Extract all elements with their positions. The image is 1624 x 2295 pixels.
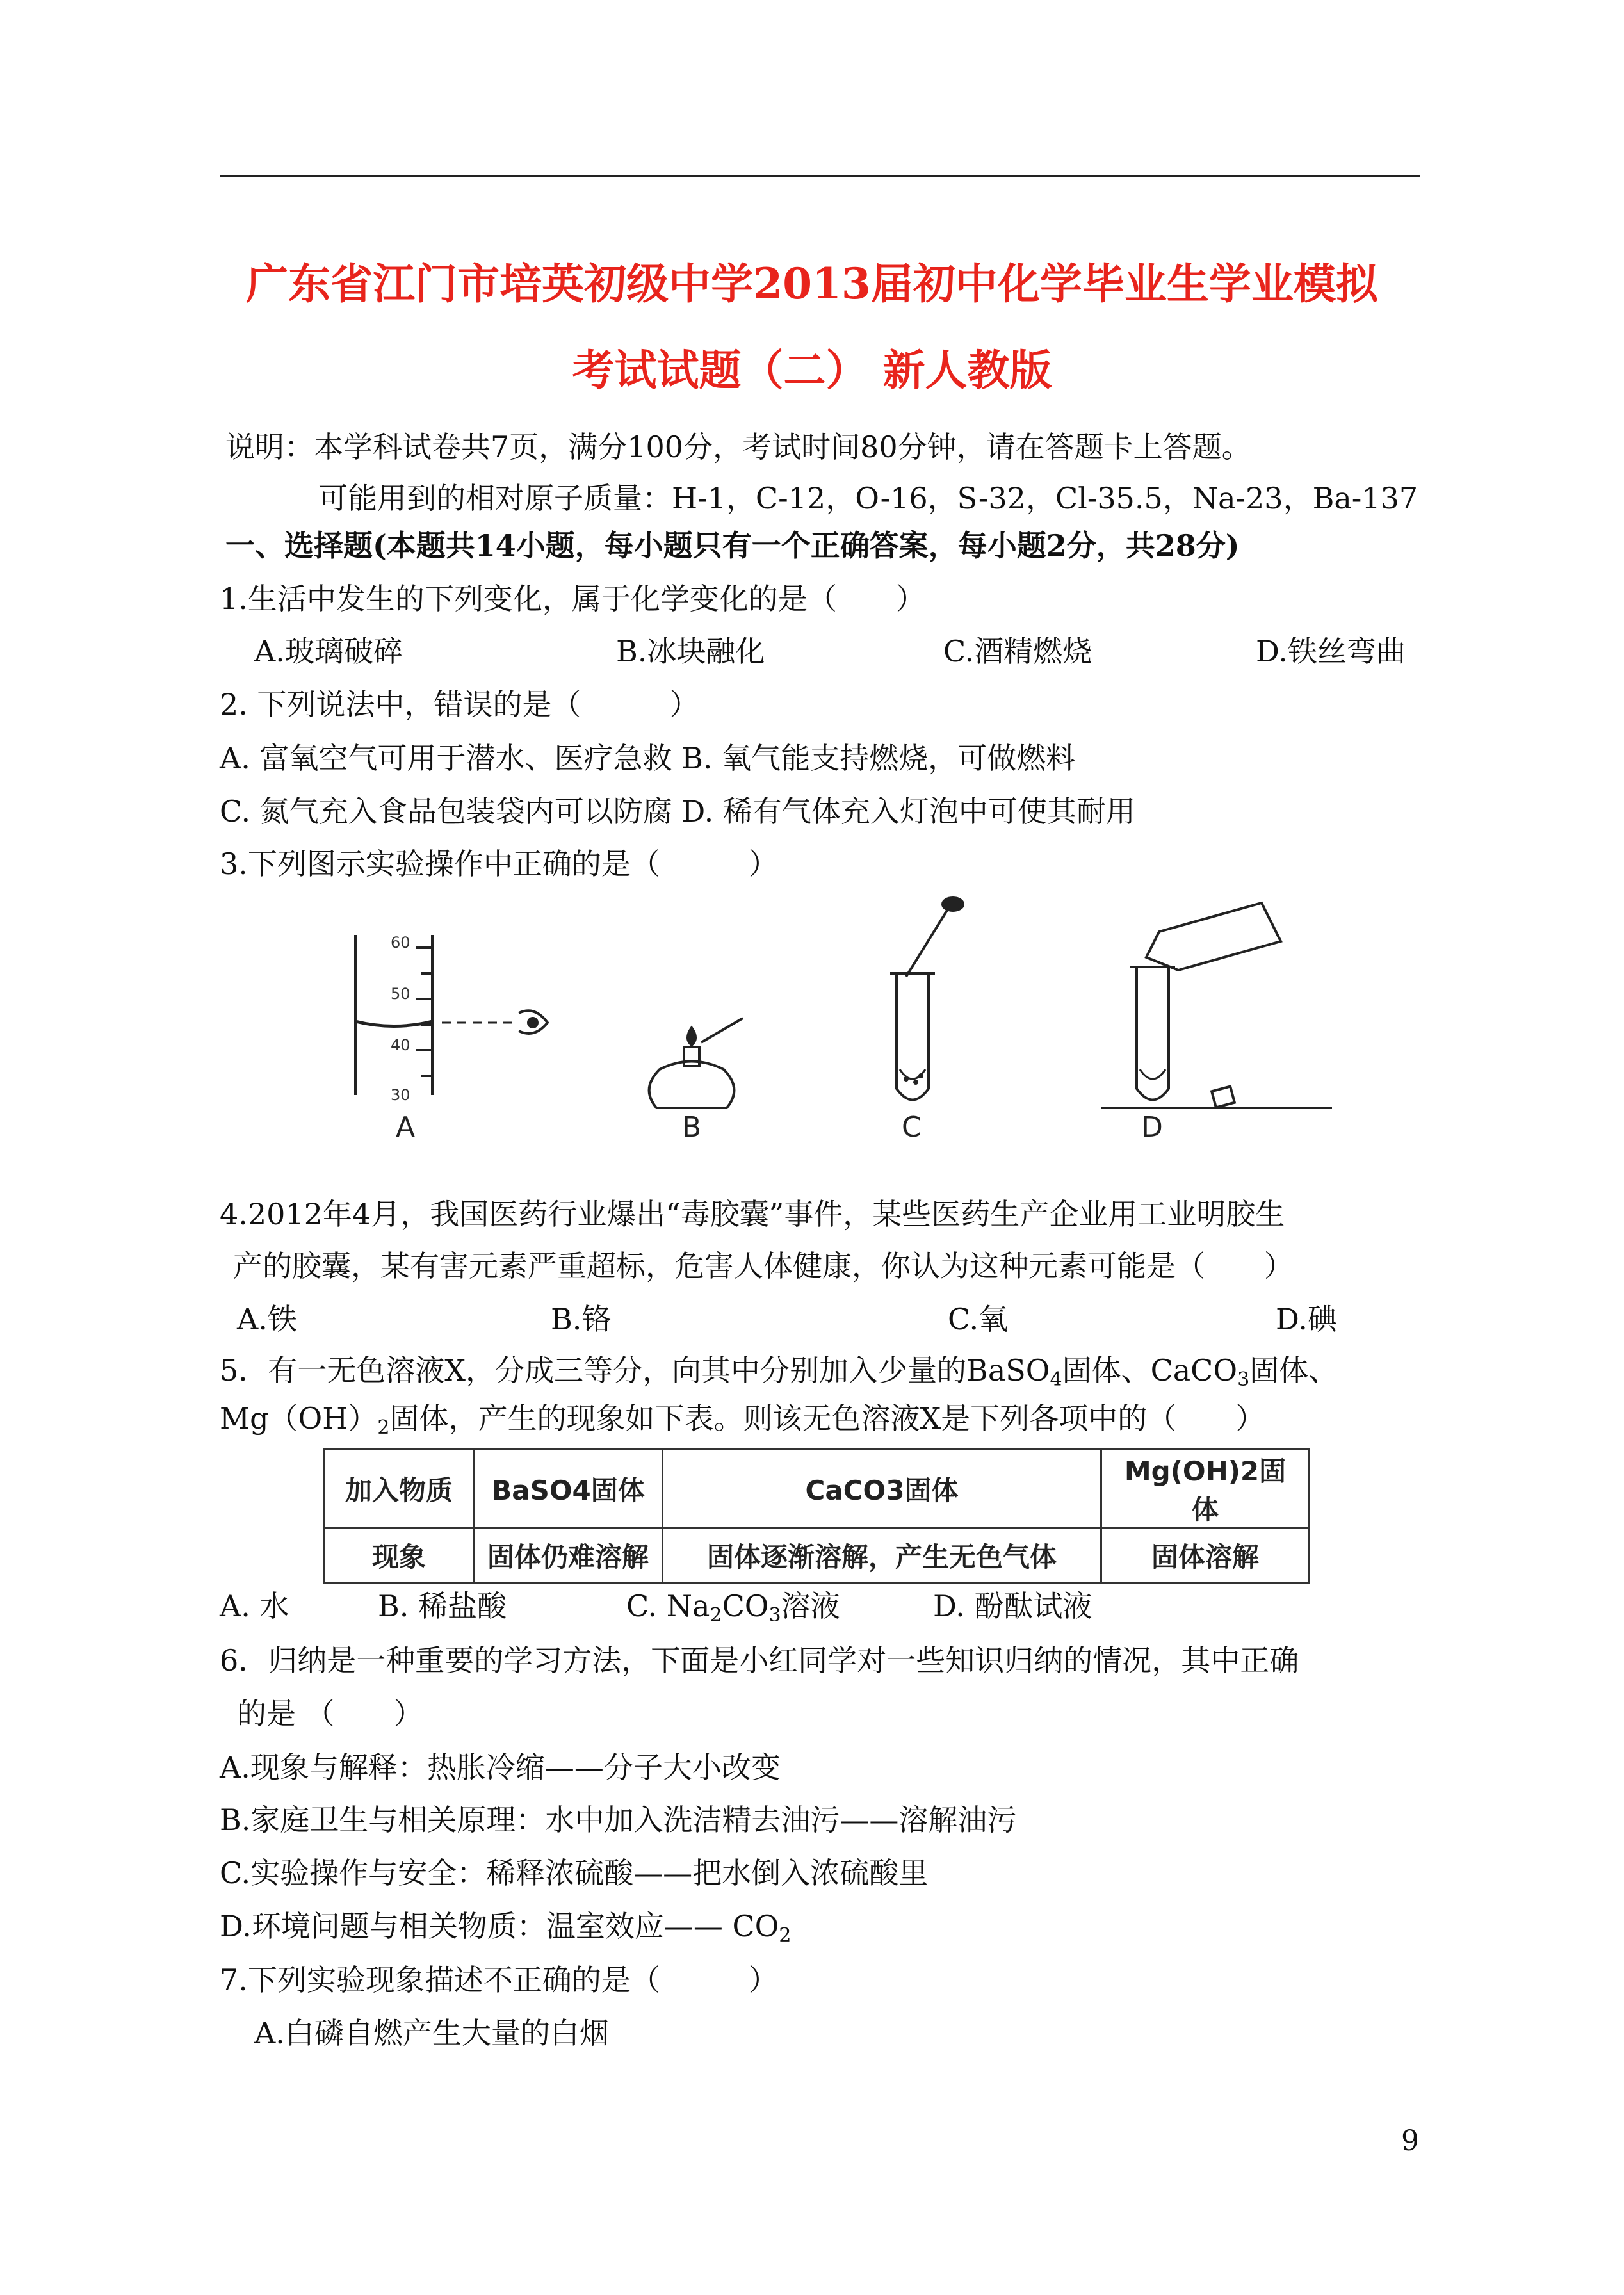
tick-30: 30 xyxy=(391,1086,410,1104)
q3-stem: 3.下列图示实验操作中正确的是（ ） xyxy=(220,847,778,881)
q5-option-d: D. 酚酞试液 xyxy=(933,1589,1092,1623)
q5-option-a: A. 水 xyxy=(220,1589,289,1623)
tick-50: 50 xyxy=(391,985,410,1003)
figure-label-b: B xyxy=(682,1111,702,1144)
table-cell: 固体仍难溶解 xyxy=(474,1529,663,1583)
q3-lab-figure xyxy=(333,896,1447,1133)
q4-option-b: B.铬 xyxy=(551,1302,612,1336)
figure-d-pouring-bottle xyxy=(1101,903,1332,1108)
q2-row-1: A. 富氧空气可用于潜水、医疗急救 B. 氧气能支持燃烧，可做燃料 xyxy=(220,741,1076,775)
figure-b-alcohol-lamp xyxy=(649,1018,743,1108)
table-cell: 固体逐渐溶解，产生无色气体 xyxy=(663,1529,1101,1583)
q4-line-1: 4.2012年4月，我国医药行业爆出“毒胶囊”事件，某些医药生产企业用工业明胶生 xyxy=(220,1197,1285,1231)
section-heading: 一、选择题(本题共14小题，每小题只有一个正确答案，每小题2分，共28分) xyxy=(225,528,1240,563)
q1-option-a: A.玻璃破碎 xyxy=(254,634,403,669)
q1-option-b: B.冰块融化 xyxy=(616,634,765,669)
q4-line-2: 产的胶囊，某有害元素严重超标，危害人体健康，你认为这种元素可能是（ ） xyxy=(233,1249,1294,1283)
title-line-2: 考试试题（二） 新人教版 xyxy=(572,345,1052,395)
q5-line-2: $Mg(OH)_2$固体，产生的现象如下表。则该无色溶液X是下列各项中的（ ） xyxy=(220,1401,1265,1439)
intro-line-2: 可能用到的相对原子质量：H-1，C-12，O-16，S-32，Cl-35.5，Na-23，Ba-137 xyxy=(318,481,1418,515)
tick-60: 60 xyxy=(391,934,410,952)
table-cell: CaCO3固体 xyxy=(663,1450,1101,1529)
q4-option-d: D.碘 xyxy=(1276,1302,1337,1336)
table-row xyxy=(325,1529,1310,1583)
figure-c-test-tube-dropper xyxy=(890,898,963,1100)
q4-option-c: C.氧 xyxy=(948,1302,1009,1336)
q6-option-a: A.现象与解释：热胀冷缩——分子大小改变 xyxy=(220,1750,781,1785)
q5-option-b: B. 稀盐酸 xyxy=(378,1589,507,1623)
table-cell: 现象 xyxy=(325,1529,474,1583)
figure-label-d: D xyxy=(1141,1111,1163,1144)
q5-observation-table xyxy=(323,1448,1310,1584)
q6-option-b: B.家庭卫生与相关原理：水中加入洗洁精去油污——溶解油污 xyxy=(220,1803,1017,1837)
q1-option-d: D.铁丝弯曲 xyxy=(1256,634,1406,669)
figure-a-graduated-cylinder xyxy=(355,935,548,1095)
title-line-1: 广东省江门市培英初级中学2013届初中化学毕业生学业模拟 xyxy=(246,259,1378,309)
tick-40: 40 xyxy=(391,1036,410,1054)
q6-line-2: 的是 （ ） xyxy=(237,1696,423,1731)
q7-stem: 7.下列实验现象描述不正确的是（ ） xyxy=(220,1963,778,1997)
q7-option-a: A.白磷自燃产生大量的白烟 xyxy=(254,2016,609,2050)
q6-line-1: 6．归纳是一种重要的学习方法，下面是小红同学对一些知识归纳的情况，其中正确 xyxy=(220,1643,1299,1678)
q1-stem: 1.生活中发生的下列变化，属于化学变化的是（ ） xyxy=(220,581,925,616)
q5-option-c: C. $Na_2CO_3$溶液 xyxy=(626,1589,840,1626)
table-row xyxy=(325,1450,1310,1529)
figure-label-c: C xyxy=(902,1111,922,1144)
q2-stem: 2. 下列说法中，错误的是（ ） xyxy=(220,687,699,722)
table-cell: BaSO4固体 xyxy=(474,1450,663,1529)
q6-option-d: D.环境问题与相关物质：温室效应—— $CO_2$ xyxy=(220,1909,792,1947)
q5-line-1: 5．有一无色溶液X，分成三等分，向其中分别加入少量的BaSO$_4$固体、CaCO$_3$固体、 xyxy=(220,1353,1338,1391)
q1-option-c: C.酒精燃烧 xyxy=(943,634,1092,669)
figure-label-a: A xyxy=(396,1111,416,1144)
q6-option-c: C.实验操作与安全：稀释浓硫酸——把水倒入浓硫酸里 xyxy=(220,1856,929,1890)
q2-row-2: C. 氮气充入食品包装袋内可以防腐 D. 稀有气体充入灯泡中可使其耐用 xyxy=(220,794,1135,829)
page-number: 9 xyxy=(1401,2125,1419,2157)
table-cell: 加入物质 xyxy=(325,1450,474,1529)
table-cell: Mg(OH)2固体 xyxy=(1101,1450,1310,1529)
table-cell: 固体溶解 xyxy=(1101,1529,1310,1583)
header-rule xyxy=(220,175,1420,177)
q4-option-a: A.铁 xyxy=(237,1302,297,1336)
intro-line-1: 说明：本学科试卷共7页，满分100分，考试时间80分钟，请在答题卡上答题。 xyxy=(225,430,1251,464)
